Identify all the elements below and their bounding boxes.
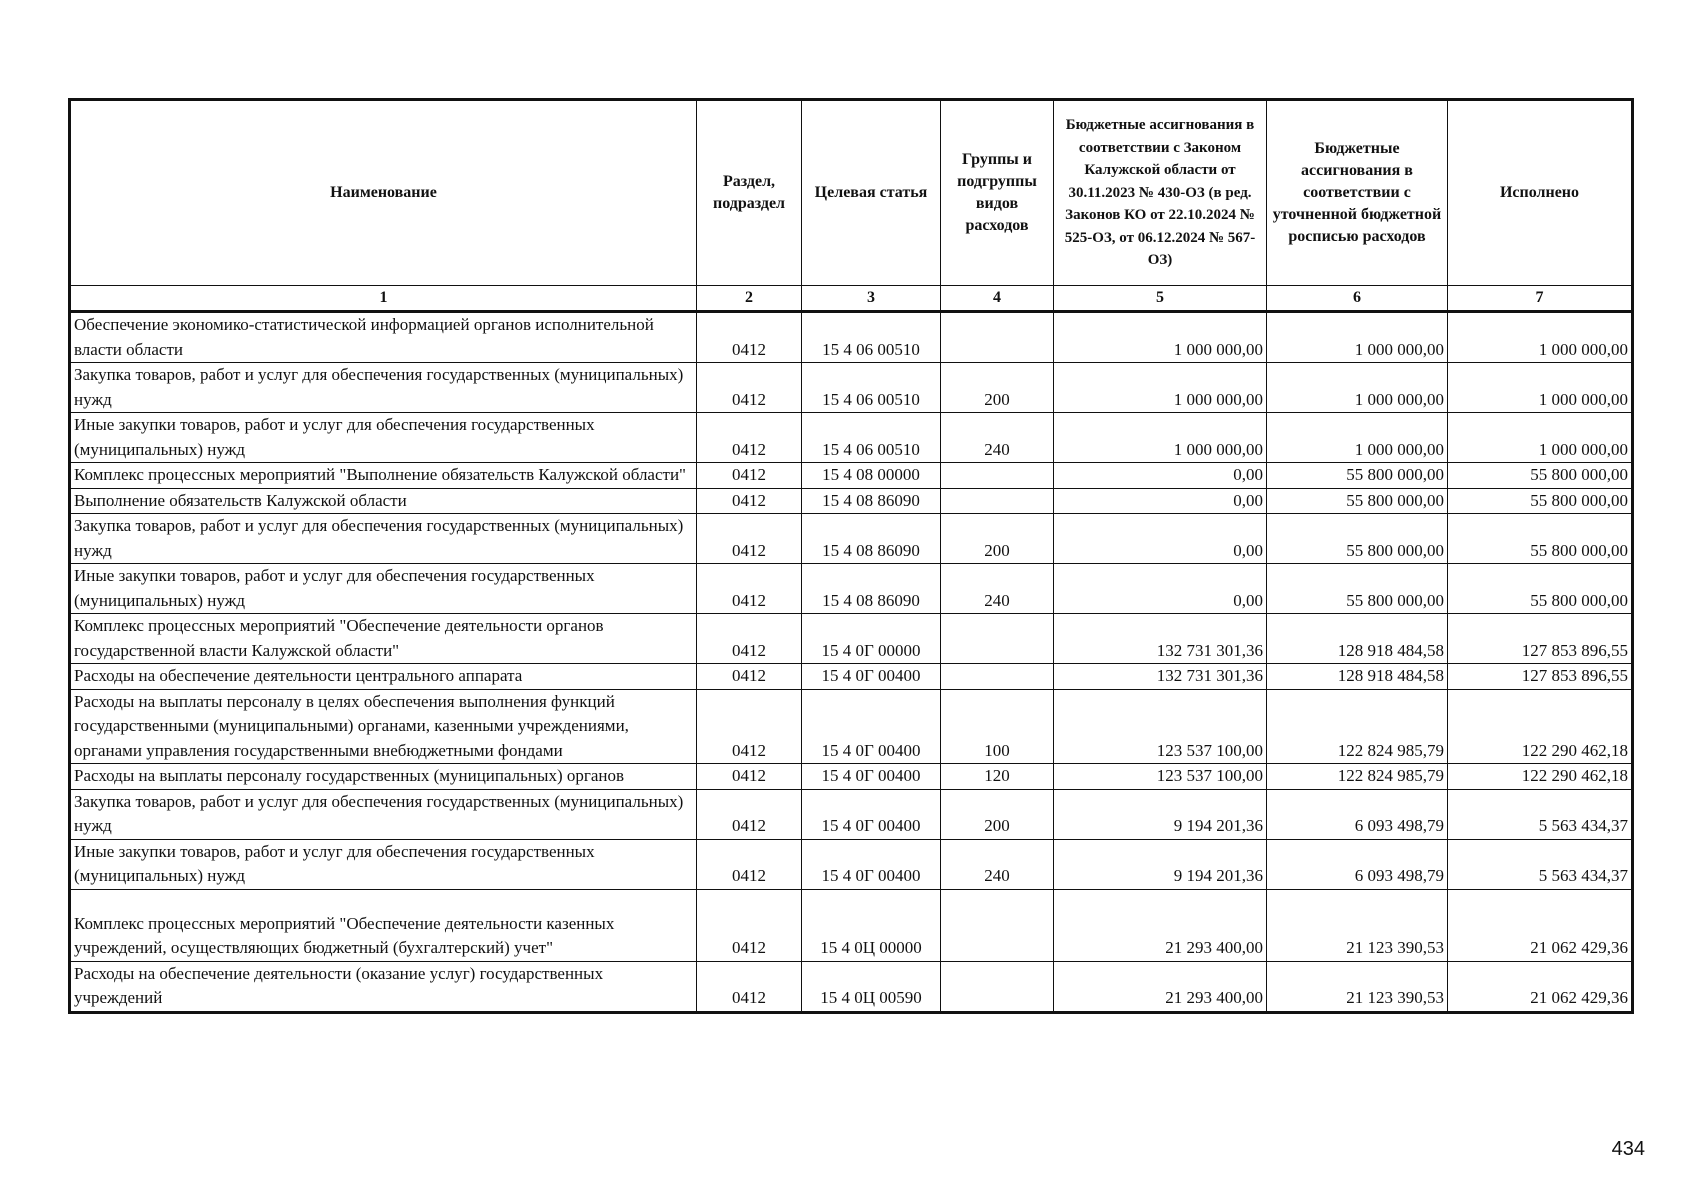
row-law-amount: 0,00: [1054, 564, 1267, 614]
row-executed-amount: 5 563 434,37: [1448, 789, 1633, 839]
row-name: Выполнение обязательств Калужской области: [70, 488, 697, 514]
column-number: 7: [1448, 286, 1633, 312]
row-name: Расходы на выплаты персоналу государственных (муниципальных) органов: [70, 764, 697, 790]
row-section: 0412: [697, 689, 802, 764]
row-executed-amount: 5 563 434,37: [1448, 839, 1633, 889]
row-name: Закупка товаров, работ и услуг для обеспечения государственных (муниципальных) нужд: [70, 514, 697, 564]
header-law: Бюджетные ассигнования в соответствии с Законом Калужской области от 30.11.2023 № 430-ОЗ (в ред. Законов КО от 22.10.2024 № 525-ОЗ, от 06.12.2024 № 567-ОЗ): [1054, 100, 1267, 286]
table-body: [70, 312, 1633, 1013]
row-group: 240: [941, 564, 1054, 614]
row-law-amount: 9 194 201,36: [1054, 839, 1267, 889]
row-section: 0412: [697, 614, 802, 664]
header-groups: Группы и подгруппы видов расходов: [941, 100, 1054, 286]
header-name: Наименование: [70, 100, 697, 286]
row-section: 0412: [697, 839, 802, 889]
row-name: Расходы на обеспечение деятельности (оказание услуг) государственных учреждений: [70, 961, 697, 1012]
row-target: 15 4 0Г 00400: [802, 789, 941, 839]
row-refined-amount: 55 800 000,00: [1267, 488, 1448, 514]
row-target: 15 4 08 86090: [802, 514, 941, 564]
row-executed-amount: 1 000 000,00: [1448, 413, 1633, 463]
row-section: 0412: [697, 312, 802, 363]
row-group: [941, 961, 1054, 1012]
header-executed: Исполнено: [1448, 100, 1633, 286]
row-refined-amount: 6 093 498,79: [1267, 839, 1448, 889]
row-law-amount: 1 000 000,00: [1054, 363, 1267, 413]
row-law-amount: 132 731 301,36: [1054, 614, 1267, 664]
row-refined-amount: 55 800 000,00: [1267, 514, 1448, 564]
row-law-amount: 123 537 100,00: [1054, 764, 1267, 790]
table-row: [70, 764, 1633, 790]
header-refined: Бюджетные ассигнования в соответствии с уточненной бюджетной росписью расходов: [1267, 100, 1448, 286]
row-refined-amount: 122 824 985,79: [1267, 764, 1448, 790]
row-executed-amount: 55 800 000,00: [1448, 564, 1633, 614]
row-executed-amount: 127 853 896,55: [1448, 614, 1633, 664]
row-refined-amount: 55 800 000,00: [1267, 564, 1448, 614]
budget-table: [68, 98, 1634, 1014]
column-numbers-row: [70, 286, 1633, 312]
row-law-amount: 21 293 400,00: [1054, 889, 1267, 961]
row-name: Закупка товаров, работ и услуг для обеспечения государственных (муниципальных) нужд: [70, 789, 697, 839]
table-row: [70, 664, 1633, 690]
row-refined-amount: 128 918 484,58: [1267, 614, 1448, 664]
page-number: 434: [1611, 1138, 1645, 1160]
column-number: 2: [697, 286, 802, 312]
row-section: 0412: [697, 488, 802, 514]
row-section: 0412: [697, 764, 802, 790]
row-executed-amount: 122 290 462,18: [1448, 764, 1633, 790]
row-law-amount: 0,00: [1054, 488, 1267, 514]
column-number: 1: [70, 286, 697, 312]
row-executed-amount: 55 800 000,00: [1448, 488, 1633, 514]
row-group: [941, 889, 1054, 961]
column-number: 4: [941, 286, 1054, 312]
row-target: 15 4 0Г 00400: [802, 839, 941, 889]
row-executed-amount: 55 800 000,00: [1448, 514, 1633, 564]
column-number: 6: [1267, 286, 1448, 312]
row-executed-amount: 1 000 000,00: [1448, 312, 1633, 363]
row-name: Обеспечение экономико-статистической информацией органов исполнительной власти области: [70, 312, 697, 363]
row-executed-amount: 122 290 462,18: [1448, 689, 1633, 764]
row-target: 15 4 06 00510: [802, 413, 941, 463]
table-header: [70, 100, 1633, 312]
row-refined-amount: 128 918 484,58: [1267, 664, 1448, 690]
row-name: Расходы на выплаты персоналу в целях обеспечения выполнения функций государственными (муниципальными) органами, казенными учреждениями, органами управления государственными внебюджетными фондами: [70, 689, 697, 764]
row-law-amount: 21 293 400,00: [1054, 961, 1267, 1012]
row-group: [941, 488, 1054, 514]
table-row: [70, 564, 1633, 614]
row-law-amount: 132 731 301,36: [1054, 664, 1267, 690]
table-row: [70, 689, 1633, 764]
row-law-amount: 1 000 000,00: [1054, 312, 1267, 363]
row-target: 15 4 08 86090: [802, 488, 941, 514]
row-target: 15 4 06 00510: [802, 312, 941, 363]
row-name: Иные закупки товаров, работ и услуг для обеспечения государственных (муниципальных) нужд: [70, 564, 697, 614]
row-refined-amount: 1 000 000,00: [1267, 413, 1448, 463]
row-group: 240: [941, 413, 1054, 463]
row-section: 0412: [697, 363, 802, 413]
row-target: 15 4 0Г 00000: [802, 614, 941, 664]
row-executed-amount: 1 000 000,00: [1448, 363, 1633, 413]
row-group: 100: [941, 689, 1054, 764]
column-number: 5: [1054, 286, 1267, 312]
row-group: 200: [941, 789, 1054, 839]
table-row: [70, 789, 1633, 839]
row-group: 200: [941, 363, 1054, 413]
row-group: [941, 312, 1054, 363]
row-name: Иные закупки товаров, работ и услуг для обеспечения государственных (муниципальных) нужд: [70, 839, 697, 889]
row-target: 15 4 0Ц 00000: [802, 889, 941, 961]
row-target: 15 4 0Ц 00590: [802, 961, 941, 1012]
row-executed-amount: 55 800 000,00: [1448, 463, 1633, 489]
row-target: 15 4 08 00000: [802, 463, 941, 489]
row-executed-amount: 21 062 429,36: [1448, 889, 1633, 961]
row-group: 200: [941, 514, 1054, 564]
table-row: [70, 839, 1633, 889]
row-law-amount: 9 194 201,36: [1054, 789, 1267, 839]
row-refined-amount: 21 123 390,53: [1267, 889, 1448, 961]
table-row: [70, 463, 1633, 489]
table-row: [70, 961, 1633, 1012]
row-target: 15 4 0Г 00400: [802, 689, 941, 764]
row-refined-amount: 1 000 000,00: [1267, 363, 1448, 413]
row-section: 0412: [697, 889, 802, 961]
row-refined-amount: 55 800 000,00: [1267, 463, 1448, 489]
header-target: Целевая статья: [802, 100, 941, 286]
row-refined-amount: 21 123 390,53: [1267, 961, 1448, 1012]
row-target: 15 4 06 00510: [802, 363, 941, 413]
row-law-amount: 1 000 000,00: [1054, 413, 1267, 463]
table-row: [70, 413, 1633, 463]
row-group: [941, 614, 1054, 664]
row-section: 0412: [697, 789, 802, 839]
row-law-amount: 123 537 100,00: [1054, 689, 1267, 764]
row-group: 240: [941, 839, 1054, 889]
table-row: [70, 312, 1633, 363]
row-executed-amount: 21 062 429,36: [1448, 961, 1633, 1012]
row-name: Комплекс процессных мероприятий "Обеспечение деятельности казенных учреждений, осуществляющих бюджетный (бухгалтерский) учет": [70, 889, 697, 961]
row-law-amount: 0,00: [1054, 463, 1267, 489]
row-refined-amount: 1 000 000,00: [1267, 312, 1448, 363]
row-refined-amount: 122 824 985,79: [1267, 689, 1448, 764]
table-row: [70, 889, 1633, 961]
row-name: Расходы на обеспечение деятельности центрального аппарата: [70, 664, 697, 690]
row-section: 0412: [697, 413, 802, 463]
row-section: 0412: [697, 961, 802, 1012]
row-section: 0412: [697, 463, 802, 489]
row-name: Иные закупки товаров, работ и услуг для обеспечения государственных (муниципальных) нужд: [70, 413, 697, 463]
row-name: Закупка товаров, работ и услуг для обеспечения государственных (муниципальных) нужд: [70, 363, 697, 413]
table-row: [70, 363, 1633, 413]
row-target: 15 4 0Г 00400: [802, 764, 941, 790]
table-row: [70, 614, 1633, 664]
row-refined-amount: 6 093 498,79: [1267, 789, 1448, 839]
table-row: [70, 488, 1633, 514]
column-number: 3: [802, 286, 941, 312]
row-section: 0412: [697, 664, 802, 690]
row-group: 120: [941, 764, 1054, 790]
row-target: 15 4 08 86090: [802, 564, 941, 614]
row-target: 15 4 0Г 00400: [802, 664, 941, 690]
row-law-amount: 0,00: [1054, 514, 1267, 564]
row-executed-amount: 127 853 896,55: [1448, 664, 1633, 690]
table-row: [70, 514, 1633, 564]
row-group: [941, 664, 1054, 690]
row-section: 0412: [697, 564, 802, 614]
row-name: Комплекс процессных мероприятий "Выполнение обязательств Калужской области": [70, 463, 697, 489]
row-group: [941, 463, 1054, 489]
row-section: 0412: [697, 514, 802, 564]
header-section: Раздел, подраздел: [697, 100, 802, 286]
row-name: Комплекс процессных мероприятий "Обеспечение деятельности органов государственной власти Калужской области": [70, 614, 697, 664]
